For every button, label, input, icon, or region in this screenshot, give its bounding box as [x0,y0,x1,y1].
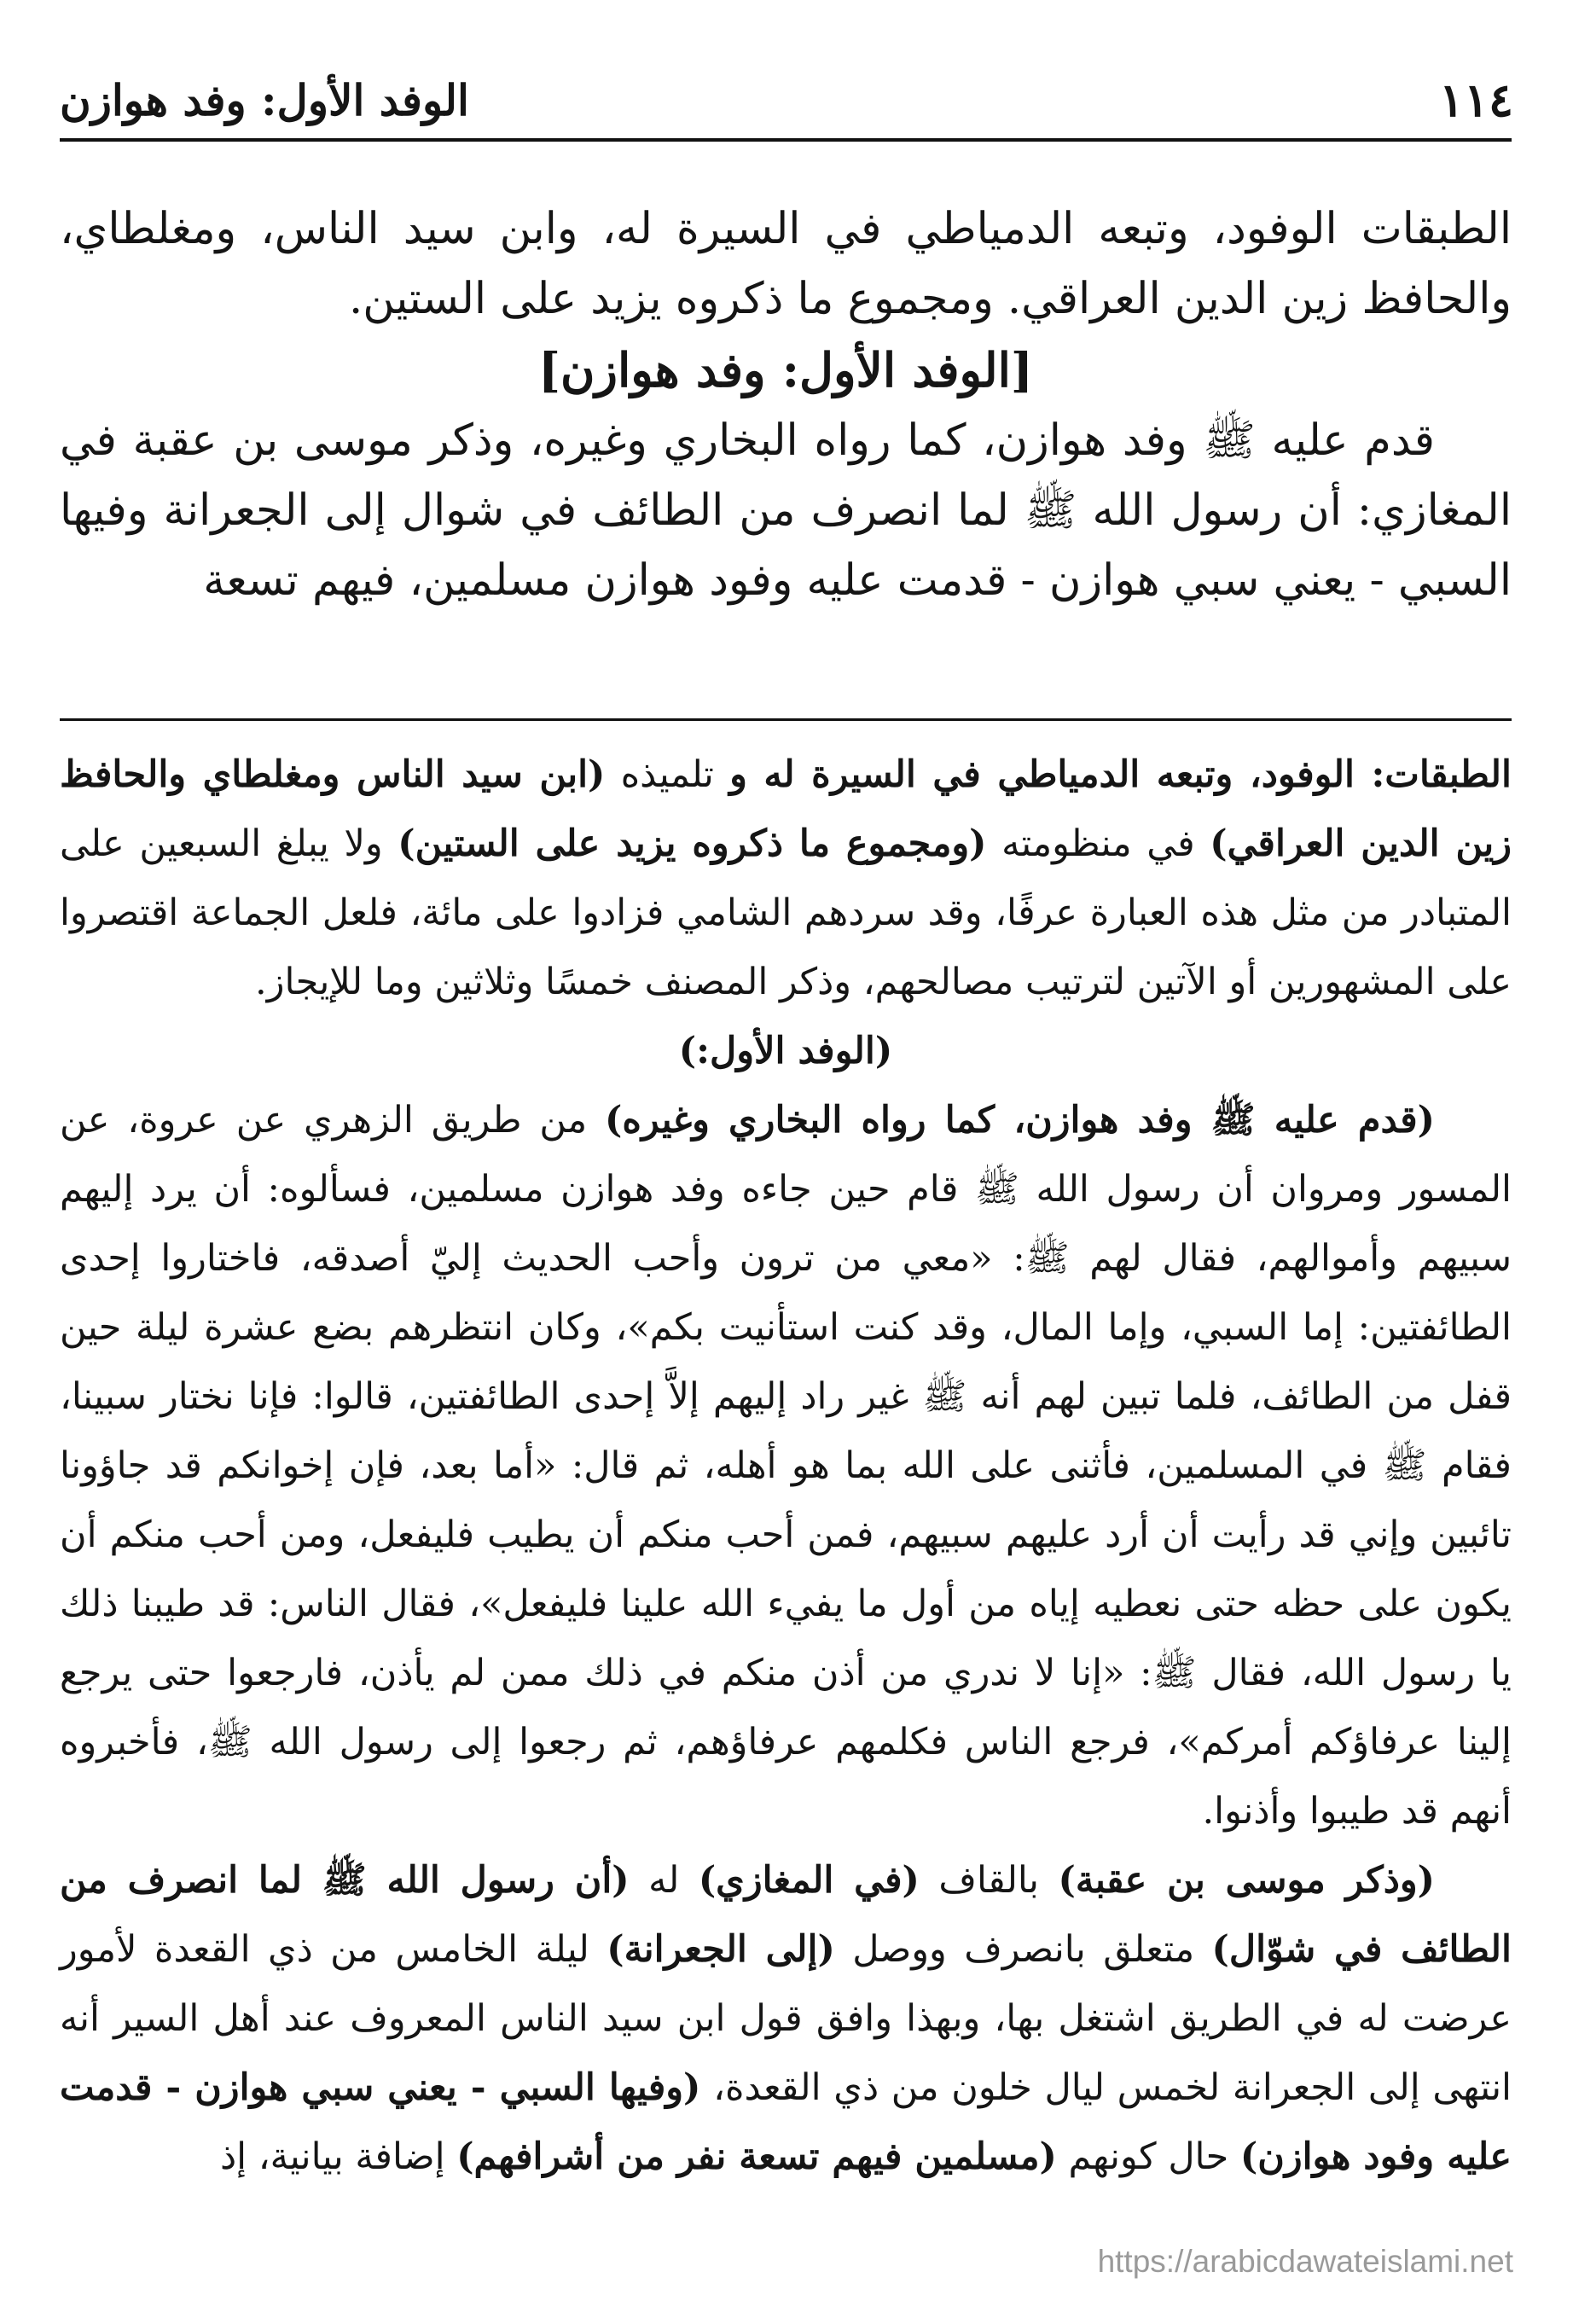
text-run: متعلق بانصرف ووصل [834,1928,1212,1971]
source-watermark: https://arabicdawateislami.net [1097,2244,1513,2279]
bold-quote: (إلى الجعرانة) [607,1928,835,1971]
main-paragraph-2: قدم عليه ﷺ وفد هوازن، كما رواه البخاري وغيره، وذكر موسى بن عقبة في المغازي: أن رسول الله ﷺ لما انصرف من الطائف في شوال إلى الجعرانة وفيها السبي - يعني سبي هوازن - قدمت عليه وفود هوازن مسلمين، فيهم تسعة [60,415,1512,606]
commentary-paragraph-2 [60,1086,1512,1846]
bold-quote: (أن رسول الله ﷺ لما انصرف من الطائف في شوّال) [60,1859,1512,1971]
text-run: إضافة بيانية، إذ [220,2135,457,2178]
running-title: الوفد الأول: وفد هوازن [60,74,469,125]
text-run: في منظومته [986,822,1210,865]
text-run: ولا يبلغ السبعين على المتبادر من مثل هذه العبارة عرفًا، وقد سردهم الشامي فزادوا على مائة، فلعل الجماعة اقتصروا على المشهورين أو الآتين لترتيب مصالحهم، وذكر المصنف خمسًا وثلاثين وما للإيجاز. [60,822,1512,1003]
bold-quote: (قدم عليه ﷺ وفد هوازن، كما رواه البخاري وغيره) [605,1099,1435,1142]
text-run: حال كونهم [1056,2135,1240,2178]
page-number: ١١٤ [1438,73,1513,127]
bold-quote: (مسلمين فيهم تسعة نفر من أشرافهم) [456,2135,1057,2178]
page-header [60,70,1513,130]
text-run: من طريق الزهري عن عروة، عن المسور ومروان أن رسول الله ﷺ قام حين جاءه وفد هوازن مسلمين، فسألوه: أن يرد إليهم سبيهم وأموالهم، فقال لهم ﷺ: «معي من ترون وأحب الحديث إليّ أصدقه، فاختاروا إحدى الطائفتين: إما السبي، وإما المال، وقد كنت استأنيت بكم»، وكان انتظرهم بضع عشرة ليلة حين قفل من الطائف، فلما تبين لهم أنه ﷺ غير راد إليهم إلاَّ إحدى الطائفتين، قالوا: فإنا نختار سبينا، فقام ﷺ في المسلمين، فأثنى على الله بما هو أهله، ثم قال: «أما بعد، فإن إخوانكم قد جاؤونا تائبين وإني قد رأيت أن أرد عليهم سبيهم، فمن أحب منكم أن يطيب فليفعل، ومن أحب منكم أن يكون على حظه حتى نعطيه إياه من أول ما يفيء الله علينا فليفعل»، فقال الناس: قد طيبنا ذلك يا رسول الله، فقال ﷺ: «إنا لا ندري من أذن منكم في ذلك ممن لم يأذن، فارجعوا حتى يرجع إلينا عرفاؤكم أمركم»، فرجع الناس فكلمهم عرفاؤهم، ثم رجعوا إلى رسول الله ﷺ، فأخبروه أنهم قد طيبوا وأذنوا. [60,1099,1512,1833]
commentary-sub-heading: (الوفد الأول:) [678,1030,893,1072]
bold-quote: (في المغازي) [698,1859,920,1902]
text-run: له [629,1859,699,1902]
main-paragraph-1: الطبقات الوفود، وتبعه الدمياطي في السيرة له، وابن سيد الناس، ومغلطاي، والحافظ زين الدين العراقي. ومجموع ما ذكروه يزيد على الستين. [60,204,1512,324]
bold-quote: الطبقات: الوفود، وتبعه الدمياطي في السيرة له و [729,753,1512,796]
text-run: ليلة الخامس من ذي القعدة لأمور عرضت له في الطريق اشتغل بها، وبهذا وافق قول ابن سيد الناس المعروف عند أهل السير أنه انتهى إلى الجعرانة لخمس ليال خلون من ذي القعدة، [60,1928,1512,2109]
bold-quote: (ومجموع ما ذكروه يزيد على الستين) [398,822,987,865]
bold-quote: (وفيها السبي - يعني سبي هوازن - قدمت عليه وفود هوازن) [60,2066,1512,2178]
commentary-paragraph-1 [60,741,1512,1017]
commentary-paragraph-3 [60,1846,1512,2192]
text-run: بالقاف [919,1859,1059,1902]
header-rule [60,138,1512,142]
text-run: تلميذه [605,753,730,796]
bold-quote: (وذكر موسى بن عقبة) [1058,1859,1436,1902]
bold-quote: (ابن سيد الناس ومغلطاي والحافظ زين الدين العراقي) [60,753,1512,865]
commentary-separator [60,718,1512,721]
commentary [60,741,1512,2192]
section-heading: [الوفد الأول: وفد هوازن] [538,342,1033,398]
main-text [60,195,1512,616]
